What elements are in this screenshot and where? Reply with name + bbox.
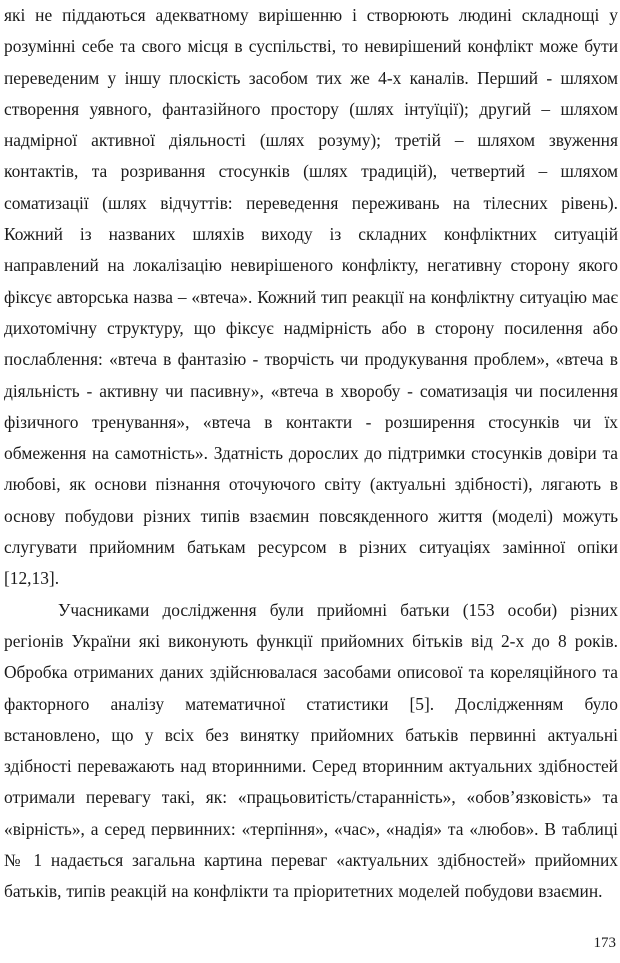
paragraph-study-participants: Учасниками дослідження були прийомні батьки (153 особи) різних регіонів України які виконують функції прийомних бітьків від 2-х до 8 років. Обробка отриманих даних здійснювалася засобами описової та кореляційного та факторного аналізу математичної статистики [5]. Дослідженням було встановлено, що у всіх без винятку прийомних батьків первинні актуальні здібності переважають над вторинними. Серед вторинним актуальних здібностей отримали перевагу такі, як: «працьовитість/старанність», «обов’язковість» та «вірність», а серед первинних: «терпіння», «час», «надія» та «любов». В таблиці № 1 надається загальна картина переваг «актуальних здібностей» прийомних батьків, типів реакцій на конфлікти та пріоритетних моделей побудови взаємин. [4,599,618,902]
body-text [4,0,618,908]
page-number: 173 [593,935,616,951]
paragraph-continuation: які не піддаються адекватному вирішенню і створюють людині складнощі у розумінні себе та свого місця в суспільстві, то невирішений конфлікт може бути переведеним у іншу плоскість засобом тих же 4-х каналів. Перший - шляхом створення уявного, фантазійного простору (шлях інтуїції); другий – шляхом надмірної активної діяльності (шлях розуму); третій – шляхом звуження контактів, та розривання стосунків (шлях традицій), четвертий – шляхом соматизації (шлях відчуттів: переведення переживань на тілесних рівень). Кожний із названих шляхів виходу із складних конфліктних ситуацій направлений на локалізацію невирішеного конфлікту, негативну сторону якого фіксує авторська назва – «втеча». Кожний тип реакції на конфліктну ситуацію має дихотомічну структуру, що фіксує надмірність або в сторону посилення або послаблення: «втеча в фантазію - творчість чи продукування проблем», «втеча в діяльність - активну чи пасивну», «втеча в хворобу - соматизація чи посилення фізичного тренування», «втеча в контакти - розширення стосунків чи їх обмеження на самотність». Здатність дорослих до підтримки стосунків довіри та любові, як основи пізнання оточуючого світу (актуальні здібності), лягають в основу побудови різних типів взаємин повсякденного життя (моделі) можуть слугувати прийомним батькам ресурсом в різних ситуаціях замінної опіки [12,13]. [4,5,618,589]
